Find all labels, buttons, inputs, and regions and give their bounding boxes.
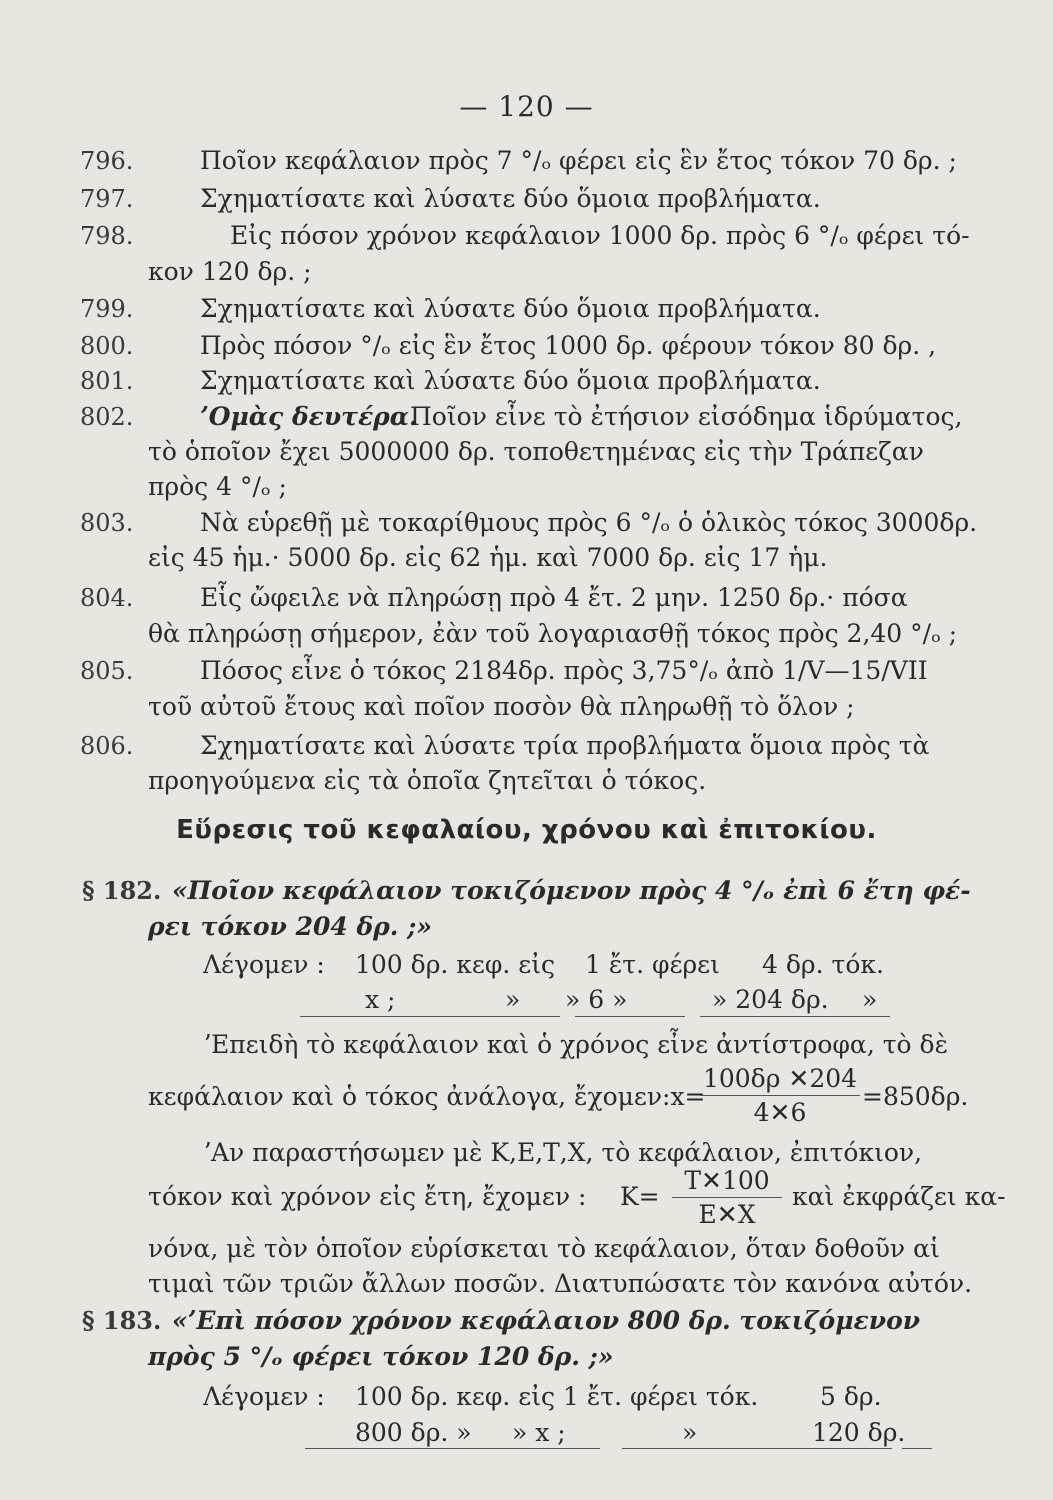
problem-number: 803. <box>80 509 134 537</box>
rule-cell: 4 δρ. τόκ. <box>762 950 884 979</box>
fraction-bar <box>672 1197 782 1198</box>
problem-text-cont: τοῦ αὐτοῦ ἔτους καὶ ποῖον ποσὸν θὰ πληρωθῇ τὸ ὅλον ; <box>148 692 855 721</box>
problem-text-cont: τὸ ὁποῖον ἔχει 5000000 δρ. τοποθετημένας εἰς τὴν Τράπεζαν <box>148 437 924 466</box>
question-text: «Ποῖον κεφάλαιον τοκιζόμενον πρὸς 4 °/ₒ ἐπὶ 6 ἔτη φέ- <box>172 876 971 905</box>
underline <box>300 1016 560 1017</box>
problem-text: Σχηματίσατε καὶ λύσατε δύο ὅμοια προβλήματα. <box>200 294 821 323</box>
fraction-bar <box>700 1095 860 1096</box>
group-label: ʼΟμὰς δευτέρα. <box>200 402 418 431</box>
rule-cell: » <box>505 985 521 1014</box>
paragraph-text: τόκον καὶ χρόνον εἰς ἔτη, ἔχομεν : <box>148 1182 587 1211</box>
problem-number: 805. <box>80 657 134 685</box>
problem-number: 804. <box>80 584 134 612</box>
formula-denominator: 4✕6 <box>753 1098 807 1127</box>
paragraph-text: καὶ ἐκφράζει κα- <box>792 1182 1006 1211</box>
problem-text: Εἰς πόσον χρόνον κεφάλαιον 1000 δρ. πρὸς 6 °/ₒ φέρει τό- <box>230 221 970 250</box>
question-text-cont: πρὸς 5 °/ₒ φέρει τόκον 120 δρ. ;» <box>148 1342 614 1371</box>
formula-numerator: 100δρ ✕204 <box>702 1064 858 1093</box>
problem-text-cont: κον 120 δρ. ; <box>148 257 312 286</box>
paragraph-text: ʼΑν παραστήσωμεν μὲ Κ,Ε,Τ,Χ, τὸ κεφάλαιον, ἐπιτόκιον, <box>203 1138 923 1167</box>
underline <box>622 1448 892 1449</box>
question-text: «ʼΕπὶ πόσον χρόνον κεφάλαιον 800 δρ. τοκιζόμενον <box>172 1306 921 1335</box>
rule-cell: » 204 δρ. <box>712 985 829 1014</box>
section-number: § 183. <box>82 1306 162 1335</box>
problem-number: 800. <box>80 332 134 360</box>
rule-cell: 5 δρ. <box>820 1382 882 1411</box>
rule-cell: » 6 » <box>565 985 628 1014</box>
underline <box>700 1016 890 1017</box>
problem-text: Ποῖον κεφάλαιον πρὸς 7 °/ₒ φέρει εἰς ἓν ἔτος τόκον 70 δρ. ; <box>200 146 957 175</box>
problem-text-cont: πρὸς 4 °/ₒ ; <box>148 472 287 501</box>
rule-cell: x ; <box>365 985 396 1014</box>
problem-number: 806. <box>80 732 134 760</box>
rule-cell: 100 δρ. κεφ. εἰς <box>355 950 556 979</box>
problem-number: 798. <box>80 222 134 250</box>
underline <box>575 1016 685 1017</box>
formula-denominator: Ε✕Χ <box>698 1200 756 1229</box>
rule-cell: 120 δρ. <box>812 1418 906 1447</box>
underline <box>902 1448 932 1449</box>
rule-cell: » <box>862 985 878 1014</box>
formula-result: =850δρ. <box>862 1082 969 1111</box>
paragraph-text: κεφάλαιον καὶ ὁ τόκος ἀνάλογα, ἔχομεν:x= <box>148 1082 706 1111</box>
underline <box>305 1448 600 1449</box>
paragraph-text: τιμαὶ τῶν τριῶν ἄλλων ποσῶν. Διατυπώσατε τὸν κανόνα αὐτόν. <box>148 1269 973 1298</box>
rule-cell: » <box>682 1418 698 1447</box>
problem-number: 802. <box>80 403 134 431</box>
paragraph-text: ʼΕπειδὴ τὸ κεφάλαιον καὶ ὁ χρόνος εἶνε ἀντίστροφα, τὸ δὲ <box>203 1030 949 1059</box>
problem-text-cont: θὰ πληρώσῃ σήμερον, ἐὰν τοῦ λογαριασθῇ τόκος πρὸς 2,40 °/ₒ ; <box>148 619 958 648</box>
problem-text: Πόσος εἶνε ὁ τόκος 2184δρ. πρὸς 3,75°/ₒ ἀπὸ 1/V—15/VII <box>200 656 928 685</box>
problem-text: Σχηματίσατε καὶ λύσατε τρία προβλήματα ὅμοια πρὸς τὰ <box>200 731 930 760</box>
rule-cell: 1 ἔτ. φέρει <box>585 950 720 979</box>
problem-text: Νὰ εὑρεθῇ μὲ τοκαρίθμους πρὸς 6 °/ₒ ὁ ὁλικὸς τόκος 3000δρ. <box>200 508 978 537</box>
problem-text-cont: εἰς 45 ἡμ.· 5000 δρ. εἰς 62 ἡμ. καὶ 7000 δρ. εἰς 17 ἡμ. <box>148 543 828 572</box>
paragraph-text: νόνα, μὲ τὸν ὁποῖον εὑρίσκεται τὸ κεφάλαιον, ὅταν δοθοῦν αἱ <box>148 1234 940 1263</box>
problem-number: 799. <box>80 295 134 323</box>
problem-text: Ποῖον εἶνε τὸ ἐτήσιον εἰσόδημα ἱδρύματος, <box>410 402 963 431</box>
section-heading: Εὕρεσις τοῦ κεφαλαίου, χρόνου καὶ ἐπιτοκίου. <box>176 815 877 845</box>
problem-number: 801. <box>80 367 134 395</box>
problem-text: Σχηματίσατε καὶ λύσατε δύο ὅμοια προβλήματα. <box>200 366 821 395</box>
page-number: — 120 — <box>459 90 594 123</box>
say-label: Λέγομεν : <box>203 950 325 979</box>
section-number: § 182. <box>82 876 162 905</box>
problem-number: 797. <box>80 185 134 213</box>
rule-cell: 800 δρ. » <box>355 1418 472 1447</box>
problem-text: Εἷς ὤφειλε νὰ πληρώσῃ πρὸ 4 ἔτ. 2 μην. 1250 δρ.· πόσα <box>200 583 908 612</box>
rule-cell: » x ; <box>512 1418 566 1447</box>
question-text-cont: ρει τόκον 204 δρ. ;» <box>148 912 433 941</box>
formula-lhs: Κ= <box>620 1182 660 1211</box>
formula-numerator: Τ✕100 <box>684 1166 770 1195</box>
problem-number: 796. <box>80 147 134 175</box>
problem-text: Σχηματίσατε καὶ λύσατε δύο ὅμοια προβλήματα. <box>200 184 821 213</box>
rule-cell: 100 δρ. κεφ. εἰς 1 ἔτ. φέρει τόκ. <box>355 1382 759 1411</box>
say-label: Λέγομεν : <box>203 1382 325 1411</box>
problem-text-cont: προηγούμενα εἰς τὰ ὁποῖα ζητεῖται ὁ τόκος. <box>148 766 707 795</box>
problem-text: Πρὸς πόσον °/ₒ εἰς ἓν ἔτος 1000 δρ. φέρουν τόκον 80 δρ. , <box>200 331 937 360</box>
